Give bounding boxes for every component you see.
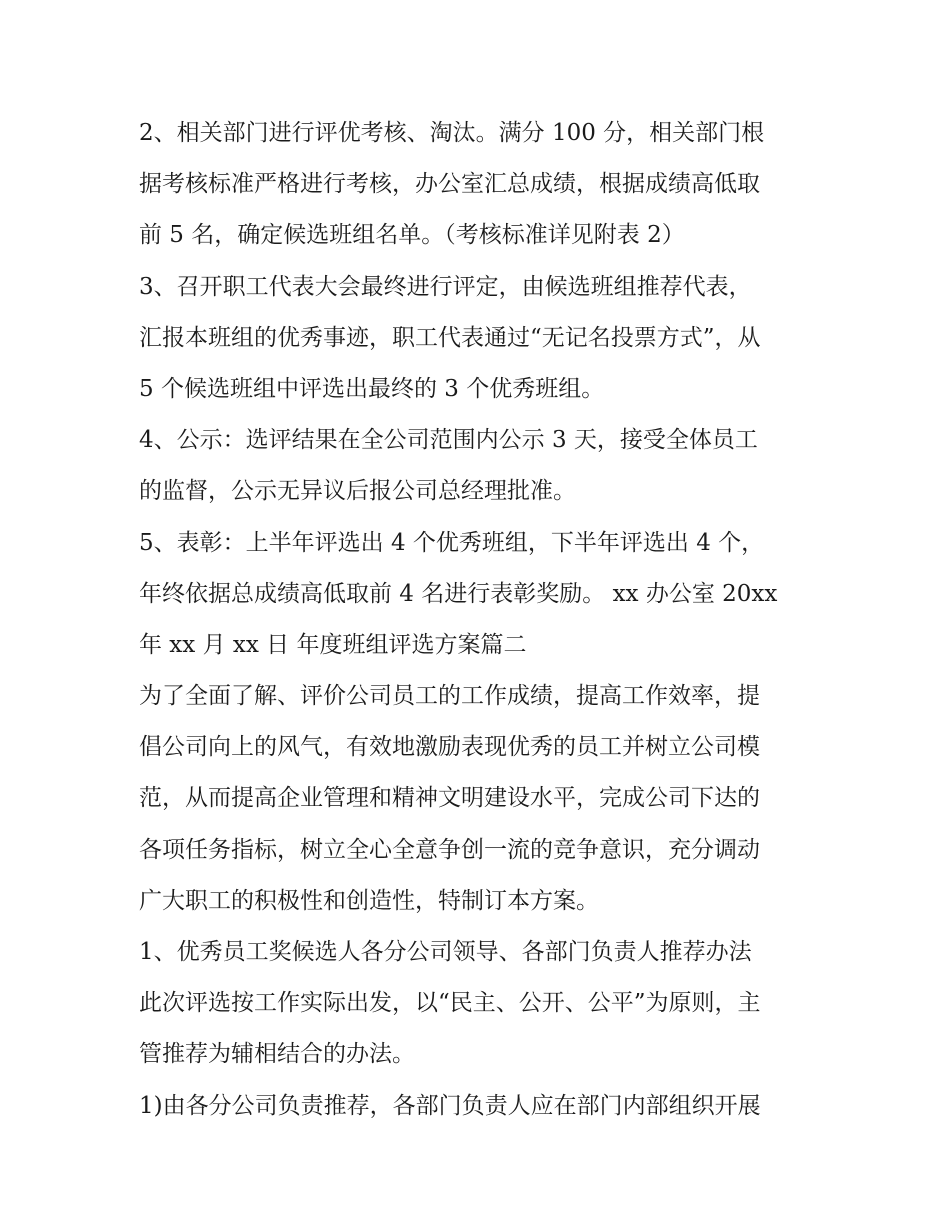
text-line: 1、优秀员工奖候选人各分公司领导、各部门负责人推荐办法 [139, 939, 752, 965]
text-line: 年终依据总成绩高低取前 4 名进行表彰奖励。 xx 办公室 20xx [139, 580, 778, 607]
text-line: 5 个候选班组中评选出最终的 3 个优秀班组。 [139, 375, 605, 402]
text-line: 1)由各分公司负责推荐，各部门负责人应在部门内部组织开展 [139, 1092, 761, 1119]
text-line: 4、公示：选评结果在全公司范围内公示 3 天，接受全体员工 [139, 427, 758, 454]
text-line: 倡公司向上的风气，有效地激励表现优秀的员工并树立公司模 [139, 734, 760, 761]
text-line: 广大职工的积极性和创造性，特制订本方案。 [139, 887, 599, 914]
text-line: 5、表彰：上半年评选出 4 个优秀班组，下半年评选出 4 个， [139, 529, 765, 556]
text-line: 年 xx 月 xx 日 年度班组评选方案篇二 [139, 631, 527, 658]
text-line: 管推荐为辅相结合的办法。 [139, 1041, 415, 1068]
document-body [139, 108, 819, 1132]
text-line: 前 5 名，确定候选班组名单。（考核标准详见附表 2） [139, 222, 685, 249]
text-line: 为了全面了解、评价公司员工的工作成绩，提高工作效率，提 [139, 683, 760, 710]
text-line: 各项任务指标，树立全心全意争创一流的竞争意识，充分调动 [139, 836, 760, 863]
text-line: 的监督，公示无异议后报公司总经理批准。 [139, 478, 576, 505]
text-line: 范，从而提高企业管理和精神文明建设水平，完成公司下达的 [139, 785, 760, 812]
text-line: 3、召开职工代表大会最终进行评定，由候选班组推荐代表， [139, 273, 752, 300]
text-line: 2、相关部门进行评优考核、淘汰。满分 100 分，相关部门根 [139, 120, 765, 146]
text-line: 此次评选按工作实际出发，以“民主、公开、公平”为原则，主 [139, 990, 761, 1017]
text-line: 据考核标准严格进行考核，办公室汇总成绩，根据成绩高低取 [139, 171, 760, 198]
text-line: 汇报本班组的优秀事迹，职工代表通过“无记名投票方式”，从 [139, 324, 761, 351]
